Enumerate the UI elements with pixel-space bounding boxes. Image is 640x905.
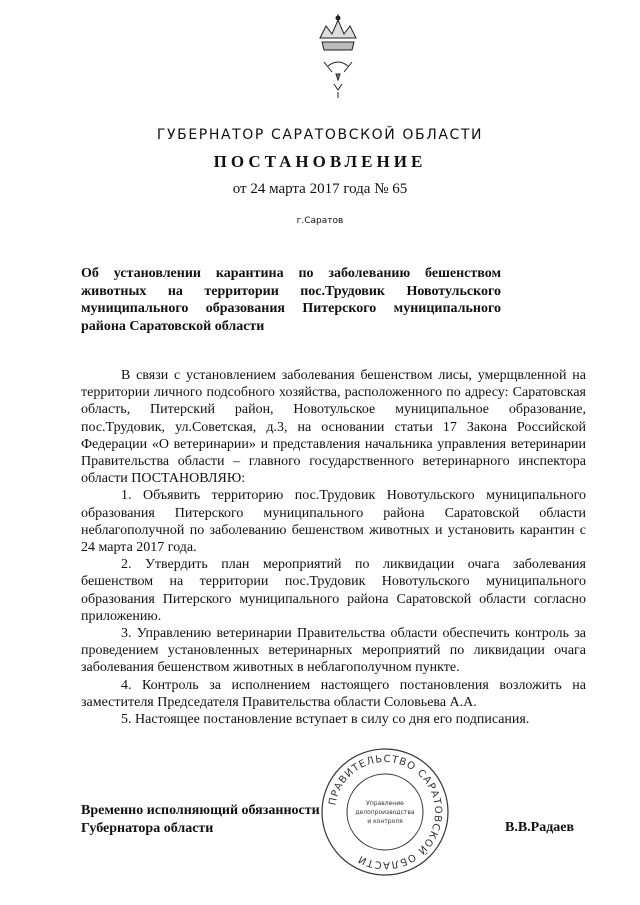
official-seal-stamp (318, 745, 452, 879)
document-date-number: от 24 марта 2017 года № 65 (232, 181, 408, 197)
body-preamble: В связи с установлением заболевания бешенством лисы, умерщвленной на территории личного подсобного хозяйства, расположенного по адресу: Саратовская область, Питерский район, Новотульское муниципальное образование, пос.Трудовик, ул.Советская, д.3, на основании статьи 17 Закона Российской Федерации «О ветеринарии» и представления начальника управления ветеринарии Правительства области – главного государственного ветеринарного инспектора области ПОСТАНОВЛЯЮ: (81, 368, 586, 487)
svg-text:делопроизводства: делопроизводства (355, 809, 415, 816)
signatory-position-line2: Губернатора области (81, 821, 214, 836)
signatory-name: В.В.Радаев (505, 820, 575, 835)
body-item-1: 1. Объявить территорию пос.Трудовик Новотульского муниципального образования Питерского муниципального района Саратовской области неблагополучной по заболеванию бешенством животных и установить карантин с 24 марта 2017 года. (81, 488, 586, 556)
body-item-4: 4. Контроль за исполнением настоящего постановления возложить на заместителя Председателя Правительства области Соловьева А.А. (81, 677, 586, 710)
svg-text:Управление: Управление (366, 800, 404, 807)
issuing-authority: ГУБЕРНАТОР САРАТОВСКОЙ ОБЛАСТИ (156, 127, 484, 143)
svg-text:ПРАВИТЕЛЬСТВО САРАТОВСКОЙ ОБЛА: ПРАВИТЕЛЬСТВО САРАТОВСКОЙ ОБЛАСТИ (327, 753, 444, 871)
document-body (81, 367, 586, 728)
signatory-position-line1: Временно исполняющий обязанности (81, 803, 320, 818)
document-subject: Об установлении карантина по заболеванию бешенством животных на территории пос.Трудовик Новотульского муниципального образования Питерского муниципального района Саратовской области (81, 266, 501, 334)
svg-text:и контроля: и контроля (367, 818, 403, 825)
body-item-2: 2. Утвердить план мероприятий по ликвидации очага заболевания бешенством на территории пос.Трудовик Новотульского муниципального образования Питерского муниципального района Саратовской области согласно приложению. (81, 557, 586, 624)
document-city: г.Саратов (296, 216, 344, 226)
document-type: ПОСТАНОВЛЕНИЕ (213, 152, 427, 171)
crown-eagle-icon (306, 10, 370, 110)
body-item-5: 5. Настоящее постановление вступает в силу со дня его подписания. (121, 712, 530, 728)
body-item-3: 3. Управлению ветеринарии Правительства области обеспечить контроль за проведением установленных ветеринарных мероприятий по ликвидации очага заболевания бешенством животных в неблагополучном пункте. (81, 626, 586, 676)
